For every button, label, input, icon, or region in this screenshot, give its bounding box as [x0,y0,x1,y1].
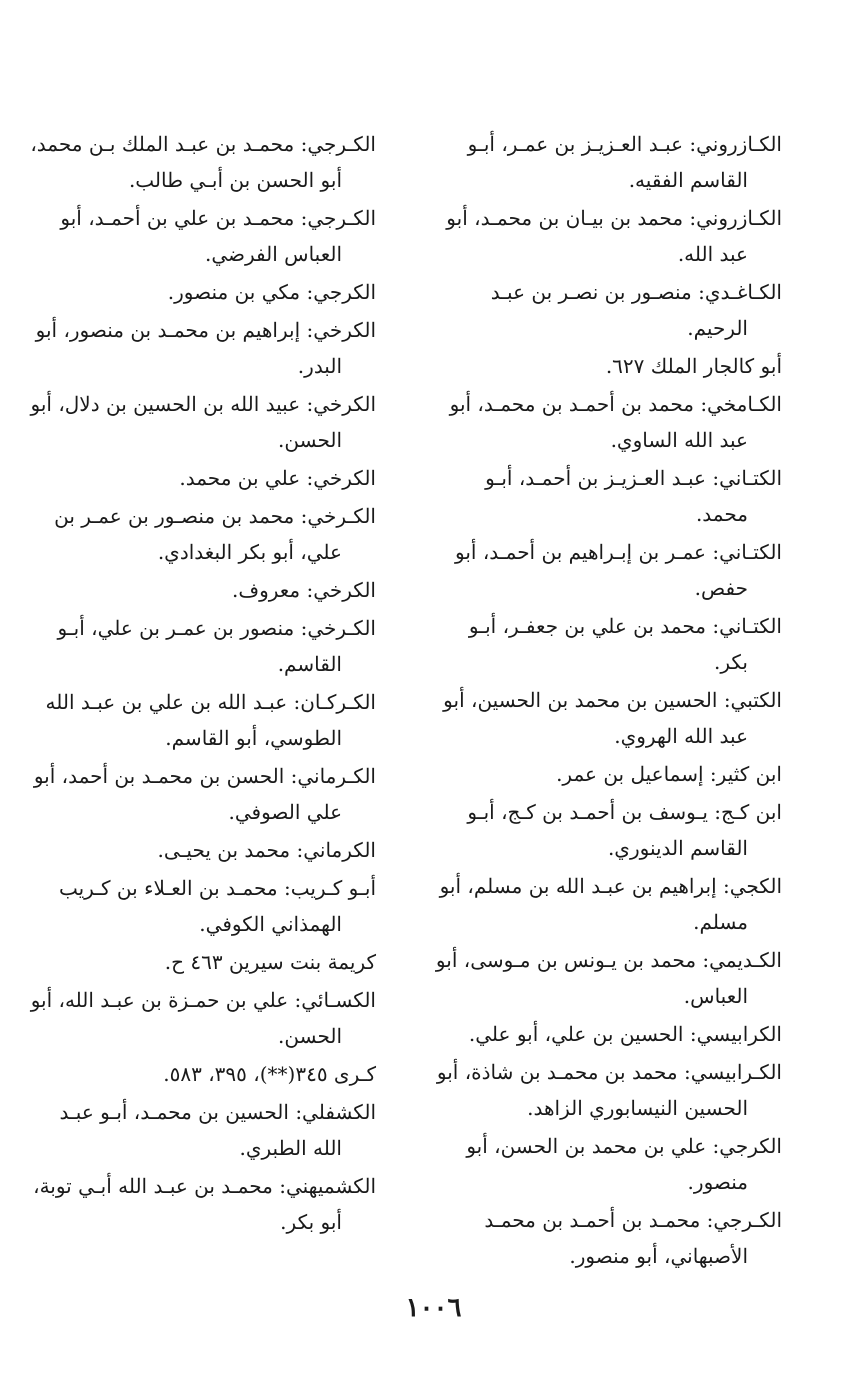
index-entry: الكـاغـدي: منصـور بن نصـر بن عبـد الرحيم. [490,280,782,340]
index-entry: الكرجي: مكي بن منصور. [167,280,376,304]
index-column-right [432,126,782,1276]
index-entry: الكسـائي: علي بن حمـزة بن عبـد الله، أبو الحسن. [30,988,376,1048]
index-entry: الكـازروني: محمد بن بيـان بن محمـد، أبو عبد الله. [446,206,782,266]
index-entry: الكرخي: علي بن محمد. [179,466,376,490]
index-entry: كريمة بنت سيرين ٤٦٣ ح. [164,950,376,974]
index-entry: الكتـاني: محمد بن علي بن جعفـر، أبـو بكر. [468,614,782,674]
index-entry: الكـازروني: عبـد العـزيـز بن عمـر، أبـو القاسم الفقيه. [467,132,782,192]
index-entry: الكرجي: علي بن محمد بن الحسن، أبو منصور. [466,1134,782,1194]
index-entry: الكـرجي: محمـد بن أحمـد بن محمـد الأصبهاني، أبو منصور. [484,1208,782,1268]
index-entry: أبو كالجار الملك ٦٢٧. [605,354,782,378]
index-entry: الكـرجي: محمـد بن عبـد الملك بـن محمد، أبو الحسن بن أبـي طالب. [30,132,376,192]
index-entry: الكشفلي: الحسين بن محمـد، أبـو عبـد الله الطبري. [59,1100,376,1160]
index-entry: الكرماني: محمد بن يحيـى. [157,838,376,862]
index-entry: الكجي: إبراهيم بن عبـد الله بن مسلم، أبو مسلم. [439,874,782,934]
index-entry: ابن كثير: إسماعيل بن عمر. [556,762,782,786]
index-entry: الكرخي: عبيد الله بن الحسين بن دلال، أبو الحسن. [30,392,376,452]
index-entry: الكرخي: معروف. [231,578,376,602]
index-entry: الكـرخي: منصور بن عمـر بن علي، أبـو القاسم. [57,616,376,676]
index-entry: الكتـاني: عبـد العـزيـز بن أحمـد، أبـو محمد. [485,466,782,526]
index-entry: الكـرابيسي: محمد بن محمـد بن شاذة، أبو الحسين النيسابوري الزاهد. [436,1060,782,1120]
index-entry: الكرابيسي: الحسين بن علي، أبو علي. [468,1022,782,1046]
index-entry: الكرخي: إبراهيم بن محمـد بن منصور، أبو البدر. [35,318,376,378]
index-entry: الكـرجي: محمـد بن علي بن أحمـد، أبو العباس الفرضي. [60,206,376,266]
index-entry: كـرى ٣٤٥(**)، ٣٩٥، ٥٨٣. [163,1062,376,1086]
index-entry: الكـرخي: محمد بن منصـور بن عمـر بن علي، أبو بكر البغدادي. [54,504,376,564]
index-entry: الكـديمي: محمد بن يـونس بن مـوسى، أبو العباس. [435,948,782,1008]
index-column-left [26,126,376,1242]
index-entry: الكـامخي: محمد بن أحمـد بن محمـد، أبو عبد الله الساوي. [449,392,782,452]
index-entry: ابن كـج: يـوسف بن أحمـد بن كـج، أبـو القاسم الدينوري. [467,800,782,860]
index-entry: الكشميهني: محمـد بن عبـد الله أبـي توبة، أبو بكر. [33,1174,376,1234]
index-entry: الكـركـان: عبـد الله بن علي بن عبـد الله الطوسي، أبو القاسم. [45,690,376,750]
page-number: ١٠٠٦ [405,1293,462,1323]
index-entry: الكتـاني: عمـر بن إبـراهيم بن أحمـد، أبو حفص. [455,540,782,600]
index-entry: الكتبي: الحسين بن محمد بن الحسين، أبو عبد الله الهروي. [443,688,782,748]
index-entry: الكـرماني: الحسن بن محمـد بن أحمد، أبو علي الصوفي. [33,764,376,824]
index-entry: أبـو كـريب: محمـد بن العـلاء بن كـريب الهمذاني الكوفي. [58,876,376,936]
